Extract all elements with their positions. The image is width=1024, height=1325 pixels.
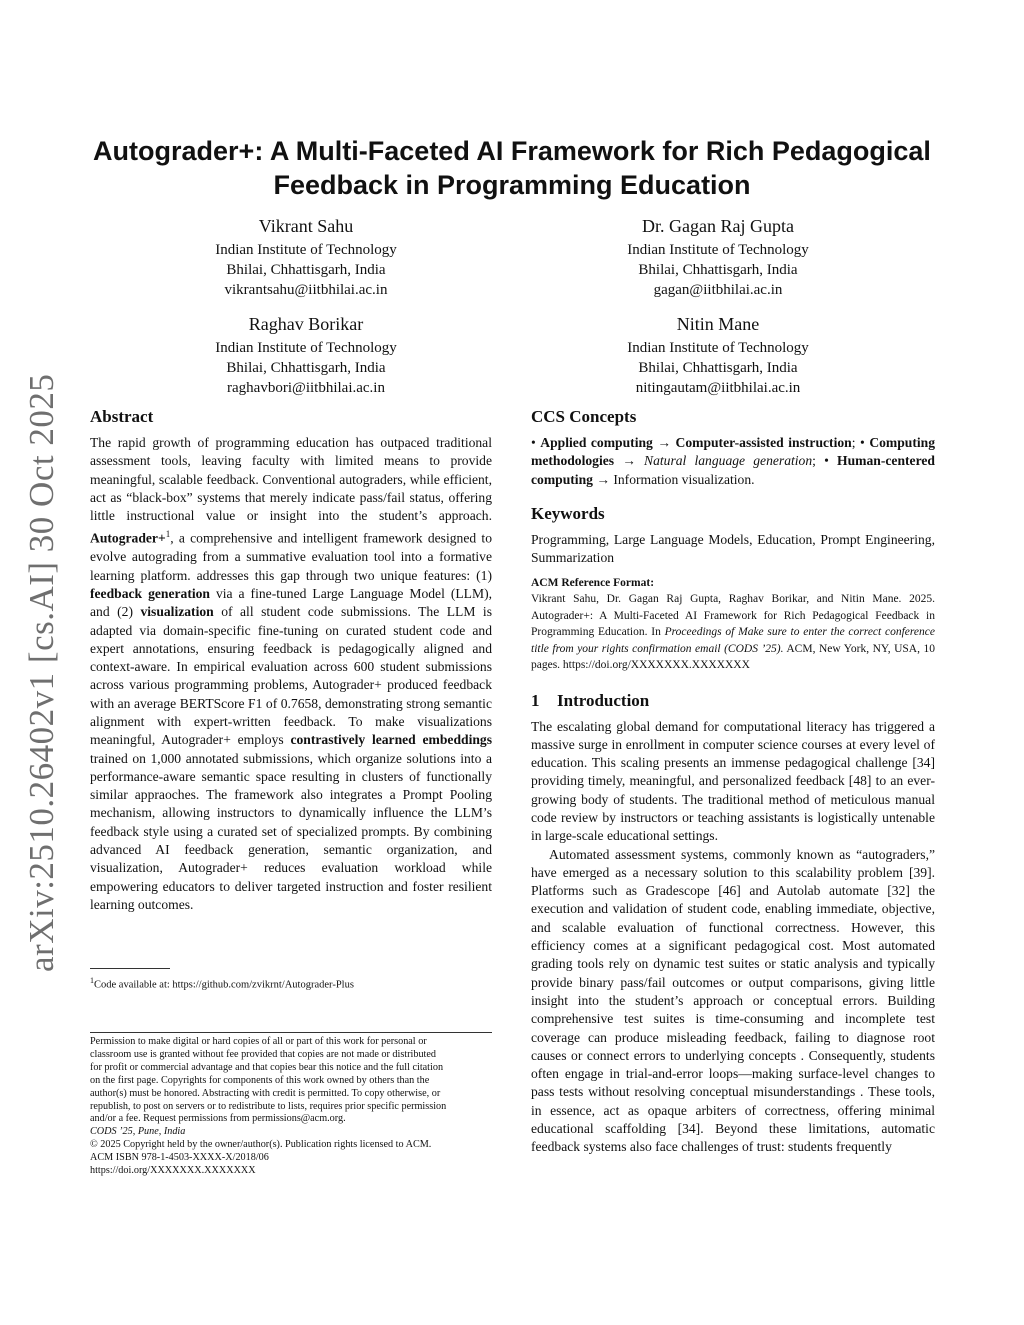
acm-reference-proceedings: Proceedings of Make sure to enter the correct conference title from your rights confirmation email (CODS ’25). [531, 626, 935, 655]
arxiv-identifier-stamp: arXiv:2510.26402v1 [cs.AI] 30 Oct 2025 [22, 373, 61, 972]
footnote-marker: 1 [165, 529, 171, 540]
abstract-bold-visualization: visualization [140, 604, 214, 620]
abstract-bold-embeddings: contrastively learned embeddings [290, 732, 492, 748]
right-column [531, 406, 935, 1157]
ccs-term: Natural language generation [644, 453, 813, 469]
paper-title [60, 134, 964, 202]
acm-reference-part: Vikrant Sahu, Dr. Gagan Raj Gupta, Raghav Borikar, and Nitin Mane. 2025. Autograder+: A Multi-Faceted AI Framework for Rich Pedagogical Feedback in Programming Education. In [531, 593, 935, 639]
acm-reference-heading: ACM Reference Format: [531, 577, 655, 590]
permission-line: for profit or commercial advantage and that copies bear this notice and the full citation [90, 1061, 444, 1073]
introduction-paragraph-2: Automated assessment systems, commonly known as “autograders,” have emerged as a necessary solution to this scalability problem [39]. Platforms such as Gradescope [46] and Autolab automate [32] the execution and validation of student code, enabling immediate, objective, and scalable evaluation of functional correctness. However, this efficiency comes at a significant pedagogical cost. Most automated grading tools rely on dynamic test suites or static analysis and typically provide binary pass/fail outcomes or output comparisons, giving little insight into the student’s approach or conceptual errors. Building comprehensive test suites is time-consuming and incomplete test coverage can produce misleading feedback, failing to diagnose root causes or connect errors to underlying concepts . Consequently, students often engage in trial-and-error loops—making surface-level changes to pass tests without resolving conceptual misunderstandings . These tools, in essence, act as opaque arbiters of correctness, offering minimal educational scaffolding [34]. Beyond these limitations, automatic feedback systems also face challenges of trust: students frequently [531, 846, 935, 1155]
footnote [90, 974, 492, 993]
author-affiliation: Indian Institute of Technology [627, 340, 809, 356]
author-block-2 [558, 214, 878, 300]
isbn-line: ACM ISBN 978-1-4503-XXXX-X/2018/06 [90, 1152, 269, 1164]
abstract-text [90, 434, 492, 914]
ccs-term: Information visualization. [613, 471, 755, 487]
separator: ; [851, 435, 856, 450]
bullet: • [860, 435, 865, 450]
abstract-text-part: trained on 1,000 annotated submissions, which organize solutions into a performance-aware semantic space resulting in clusters of functionally similar appraoches. The framework also integrates a Prompt Pooling mechanism, allowing instructors to dynamically influence the LLM’s feedback style using a curated set of specialized prompts. By combining advanced AI feedback generation, semantic organization, and visualization, Autograder+ reduces evaluation workload while empowering educators to deliver targeted instruction and foster resilient learning outcomes. [90, 750, 492, 912]
abstract-text-part: The rapid growth of programming education has outpaced traditional assessment tools, leaving faculty with limited means to provide meaningful, scalable feedback. Conventional autograders, while efficient, act as “black-box” systems that merely indicate pass/fail status, offering little instructional value or insight into the student’s approach. [90, 435, 492, 524]
separator: ; [812, 453, 816, 469]
section-title: Introduction [557, 690, 650, 710]
author-location: Bhilai, Chhattisgarh, India [638, 360, 798, 376]
permission-line: republish, to post on servers or to redistribute to lists, requires prior specific permission [90, 1100, 447, 1112]
section-number: 1 [531, 690, 540, 710]
author-email: raghavbori@iitbhilai.ac.in [227, 380, 385, 396]
introduction-paragraph-1: The escalating global demand for computational literacy has triggered a massive surge in enrollment in computer science courses at every level of education. This scaling presents an immense pedagogical challenge [34] providing timely, meaningful, and personalized feedback [48] to an ever-growing body of students. The traditional method of meticulous manual code review by instructors or teaching assistants is logistically untenable in large-scale educational settings. [531, 718, 935, 844]
footnote-marker: 1 [90, 976, 94, 985]
abstract-bold-system-name: Autograder+ [90, 531, 166, 547]
footnote-text: Code available at: https://github.com/zvikrnt/Autograder-Plus [94, 979, 354, 991]
left-column [90, 406, 492, 914]
arrow: → [596, 471, 610, 487]
permission-block [90, 1036, 492, 1178]
author-email: gagan@iitbhilai.ac.in [653, 282, 783, 298]
author-name: Nitin Mane [676, 314, 760, 334]
ccs-term: Applied computing [540, 435, 653, 450]
ccs-term: Computing methodologies [531, 435, 936, 469]
abstract-text-part: of all student code submissions. The LLM is adapted via domain-specific fine-tuning on curated student code and expert annotations, ensuring feedback is pedagogically aligned and context-aware. In empirical evaluation across 600 student submissions across various programming problems, Autograder+ produced feedback with an average BERTScore F1 of 0.7658, demonstrating strong semantic alignment with expert-written feedback. To make visualizations meaningful, Autograder+ employs [90, 604, 492, 748]
abstract-text-part: via a fine-tuned Large Language Model (LLM), and (2) [90, 585, 492, 620]
author-affiliation: Indian Institute of Technology [215, 242, 397, 258]
introduction-heading [531, 690, 935, 712]
author-name: Vikrant Sahu [258, 216, 354, 236]
author-location: Bhilai, Chhattisgarh, India [638, 262, 798, 278]
bullet: • [824, 453, 829, 469]
ccs-term: Human-centered computing [531, 453, 935, 487]
ccs-heading: CCS Concepts [531, 407, 637, 426]
permission-line: Permission to make digital or hard copies of all or part of this work for personal or [90, 1036, 427, 1047]
ccs-term: Computer-assisted instruction [675, 435, 852, 450]
keywords-text: Programming, Large Language Models, Education, Prompt Engineering, Summarization [531, 531, 935, 566]
abstract-heading: Abstract [90, 407, 154, 426]
bullet: • [531, 435, 536, 450]
author-affiliation: Indian Institute of Technology [215, 340, 397, 356]
acm-reference-part: ACM, New York, NY, USA, 10 pages. https://doi.org/XXXXXXX.XXXXXXX [531, 642, 935, 672]
author-email: vikrantsahu@iitbhilai.ac.in [224, 282, 388, 298]
doi-link[interactable]: https://doi.org/XXXXXXX.XXXXXXX [90, 1165, 256, 1177]
copyright-line: © 2025 Copyright held by the owner/author(s). Publication rights licensed to ACM. [90, 1139, 432, 1151]
author-block-1 [146, 214, 466, 300]
permission-line: author(s) must be honored. Abstracting with credit is permitted. To copy otherwise, or [90, 1087, 441, 1099]
author-name: Raghav Borikar [248, 314, 364, 334]
abstract-bold-feedback-generation: feedback generation [90, 585, 210, 601]
permission-line: and/or a fee. Request permissions from permissions@acm.org. [90, 1113, 346, 1125]
permission-line: on the first page. Copyrights for components of this work owned by others than the [90, 1074, 430, 1086]
footnote-divider [90, 968, 170, 969]
ccs-concepts [531, 434, 935, 489]
permission-divider [90, 1032, 492, 1033]
author-location: Bhilai, Chhattisgarh, India [226, 360, 386, 376]
author-block-4 [558, 312, 878, 398]
author-block-3 [146, 312, 466, 398]
keywords-heading: Keywords [531, 503, 605, 523]
author-location: Bhilai, Chhattisgarh, India [226, 262, 386, 278]
author-email: nitingautam@iitbhilai.ac.in [635, 380, 801, 396]
abstract-text-part: , a comprehensive and intelligent framework designed to evolve autograding from a summative evaluation tool into a formative learning platform. addresses this gap through two unique features: (1) [90, 531, 492, 583]
author-name: Dr. Gagan Raj Gupta [642, 216, 794, 236]
paper-title-line-2: Feedback in Programming Education [273, 170, 751, 200]
acm-reference-text [531, 591, 935, 673]
author-affiliation: Indian Institute of Technology [627, 242, 809, 258]
arrow: → [657, 435, 671, 450]
permission-line: classroom use is granted without fee provided that copies are not made or distributed [90, 1048, 436, 1060]
arrow: → [622, 453, 636, 469]
conference-venue: CODS ’25, Pune, India [90, 1126, 186, 1138]
paper-title-line-1: Autograder+: A Multi-Faceted AI Framework for Rich Pedagogical [93, 136, 931, 166]
